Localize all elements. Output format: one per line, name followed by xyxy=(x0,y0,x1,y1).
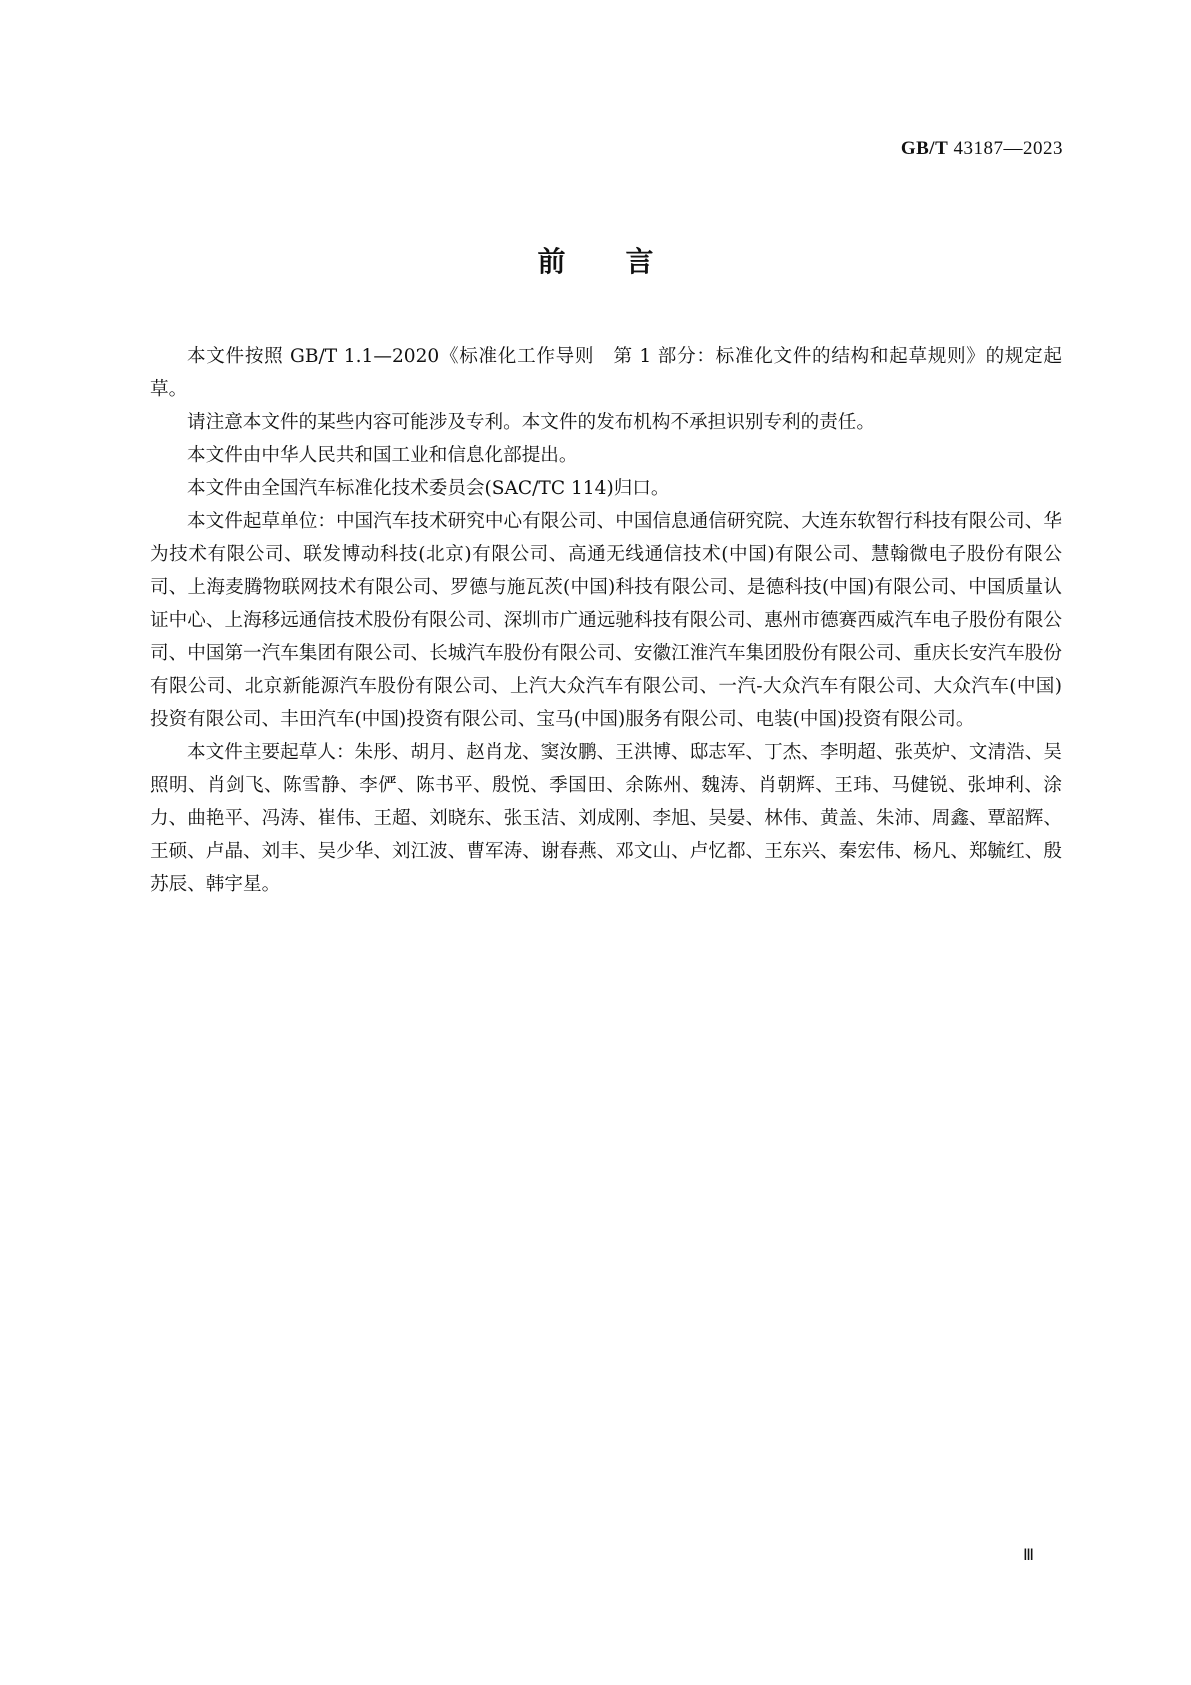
paragraph-patent-notice: 请注意本文件的某些内容可能涉及专利。本文件的发布机构不承担识别专利的责任。 xyxy=(187,412,875,433)
paragraph-proposer: 本文件由中华人民共和国工业和信息化部提出。 xyxy=(187,445,578,466)
foreword-body xyxy=(150,340,1062,901)
page-number: Ⅲ xyxy=(1023,1547,1035,1564)
paragraph-committee: 本文件由全国汽车标准化技术委员会(SAC/TC 114)归口。 xyxy=(187,478,670,499)
paragraph-drafting-rules: 本文件按照 GB/T 1.1—2020《标准化工作导则 第 1 部分：标准化文件的结构和起草规则》的规定起草。 xyxy=(150,346,1062,400)
document-code xyxy=(901,138,1063,160)
document-code-number: 43187—2023 xyxy=(953,138,1063,159)
page-title: 前言 xyxy=(537,245,714,278)
paragraph-drafters: 本文件主要起草人：朱彤、胡月、赵肖龙、窦汝鹏、王洪博、邸志军、丁杰、李明超、张英炉、文清浩、吴照明、肖剑飞、陈雪静、李俨、陈书平、殷悦、季国田、余陈州、魏涛、肖朝辉、王玮、马健锐、张坤利、涂力、曲艳平、冯涛、崔伟、王超、刘晓东、张玉洁、刘成刚、李旭、吴晏、林伟、黄盖、朱沛、周鑫、覃韶辉、王硕、卢晶、刘丰、吴少华、刘江波、曹军涛、谢春燕、邓文山、卢忆都、王东兴、秦宏伟、杨凡、郑毓红、殷苏辰、韩宇星。 xyxy=(150,742,1062,895)
document-code-prefix: GB/T xyxy=(900,138,949,159)
paragraph-drafting-units: 本文件起草单位：中国汽车技术研究中心有限公司、中国信息通信研究院、大连东软智行科技有限公司、华为技术有限公司、联发博动科技(北京)有限公司、高通无线通信技术(中国)有限公司、慧翰微电子股份有限公司、上海麦腾物联网技术有限公司、罗德与施瓦茨(中国)科技有限公司、是德科技(中国)有限公司、中国质量认证中心、上海移远通信技术股份有限公司、深圳市广通远驰科技有限公司、惠州市德赛西威汽车电子股份有限公司、中国第一汽车集团有限公司、长城汽车股份有限公司、安徽江淮汽车集团股份有限公司、重庆长安汽车股份有限公司、北京新能源汽车股份有限公司、上汽大众汽车有限公司、一汽-大众汽车有限公司、大众汽车(中国)投资有限公司、丰田汽车(中国)投资有限公司、宝马(中国)服务有限公司、电装(中国)投资有限公司。 xyxy=(150,511,1062,730)
